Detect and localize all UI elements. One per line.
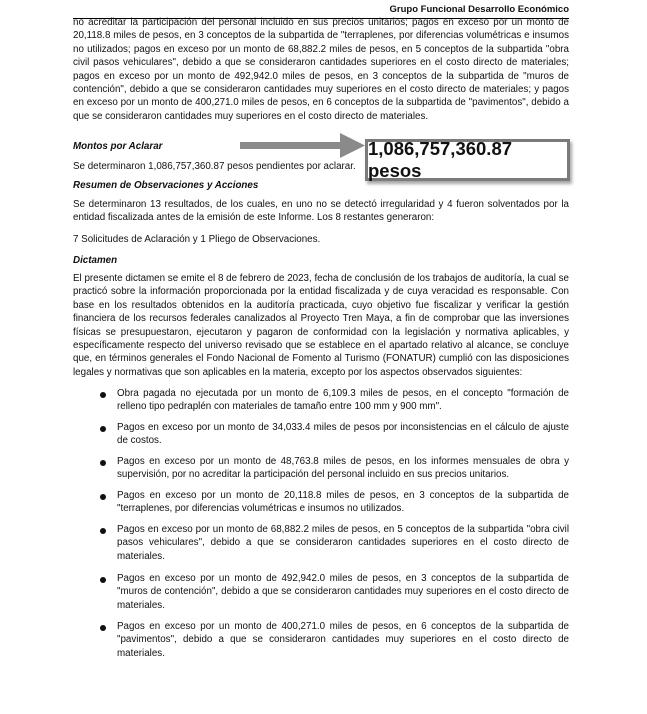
dictamen-heading: Dictamen [73,255,118,266]
bullet-icon [100,625,106,631]
dictamen-paragraph: El presente dictamen se emite el 8 de febrero de 2023, fecha de conclusión de los trabajos de auditoría, la cual se practicó sobre la información proporcionada por la entidad fiscalizada y de cuya veracidad es responsable. Con base en los resultados obtenidos en la auditoría practicada, cuyo objetivo fue fiscalizar y verificar la gestión financiera de los recursos federales canalizados al Proyecto Tren Maya, a fin de comprobar que las inversiones físicas se presupuestaron, ejecutaron y pagaron de conformidad con la legislación y normativa aplicables, y específicamente respecto del universo revisado que se establece en el apartado relativo al alcance, se concluye que, en términos generales el Fondo Nacional de Fomento al Turismo (FONATUR) cumplió con las disposiciones legales y normativas que son aplicables en la materia, excepto por los aspectos observados siguientes: [73,273,569,378]
bullet-icon [100,460,106,466]
callout-arrow-icon [240,133,365,159]
montos-text: Se determinaron 1,086,757,360.87 pesos pendientes por aclarar. [73,161,356,172]
list-item: Obra pagada no ejecutada por un monto de 6,109.3 miles de pesos, en el concepto "formación de relleno tipo pedraplén con materiales de tamaño entre 100 mm y 900 mm". [117,388,569,413]
page-header: Grupo Funcional Desarrollo Económico [73,4,569,19]
list-item: Pagos en exceso por un monto de 48,763.8 miles de pesos, en los informes mensuales de obra y supervisión, por no acreditar la participación del personal incluido en sus precios unitarios. [117,456,569,481]
intro-paragraph: no acreditar la participación del personal incluido en sus precios unitarios; pagos en exceso por un monto de 20,118.8 miles de pesos, en 3 conceptos de la subpartida de "terraplenes, por diferencias volumétricas e insumos no utilizados; pagos en exceso por un monto de 68,882.2 miles de pesos, en 5 conceptos de la subpartida "obra civil pasos vehiculares", debido a que se consideraron cantidades superiores en el costo directo de materiales; pagos en exceso por un monto de 492,942.0 miles de pesos, en 3 conceptos de la subpartida de "muros de contención", debido a que se consideraron cantidades muy superiores en el costo directo de materiales; y pagos en exceso por un monto de 400,271.0 miles de pesos, en 6 conceptos de la subpartida de "pavimentos", debido a que se consideraron cantidades muy superiores en el costo directo de materiales. [73,17,569,122]
resumen-actions: 7 Solicitudes de Aclaración y 1 Pliego de Observaciones. [73,234,321,245]
list-item: Pagos en exceso por un monto de 68,882.2 miles de pesos, en 5 conceptos de la subpartida "obra civil pasos vehiculares", debido a que se consideraron cantidades superiores en el costo directo de materiales. [117,524,569,562]
list-item: Pagos en exceso por un monto de 400,271.0 miles de pesos, en 6 conceptos de la subpartida de "pavimentos", debido a que se consideraron cantidades muy superiores en el costo directo de materiales. [117,621,569,659]
resumen-paragraph: Se determinaron 13 resultados, de los cuales, en uno no se detectó irregularidad y 4 fueron solventados por la entidad fiscalizada antes de la emisión de este Informe. Los 8 restantes generaron: [73,199,569,224]
bullet-icon [100,426,106,432]
bullet-icon [100,494,106,500]
bullet-icon [100,528,106,534]
bullet-icon [100,577,106,583]
bullet-icon [100,392,106,398]
list-item: Pagos en exceso por un monto de 34,033.4 miles de pesos por inconsistencias en el cálculo de ajuste de costos. [117,422,569,447]
resumen-heading: Resumen de Observaciones y Acciones [73,180,259,191]
list-item: Pagos en exceso por un monto de 20,118.8 miles de pesos, en 3 conceptos de la subpartida de "terraplenes, por diferencias volumétricas e insumos no utilizados. [117,490,569,515]
list-item: Pagos en exceso por un monto de 492,942.0 miles de pesos, en 3 conceptos de la subpartida de "muros de contención", debido a que se consideraron cantidades muy superiores en el costo directo de materiales. [117,573,569,611]
amount-callout: 1,086,757,360.87 pesos [365,139,570,181]
montos-heading: Montos por Aclarar [73,141,163,152]
